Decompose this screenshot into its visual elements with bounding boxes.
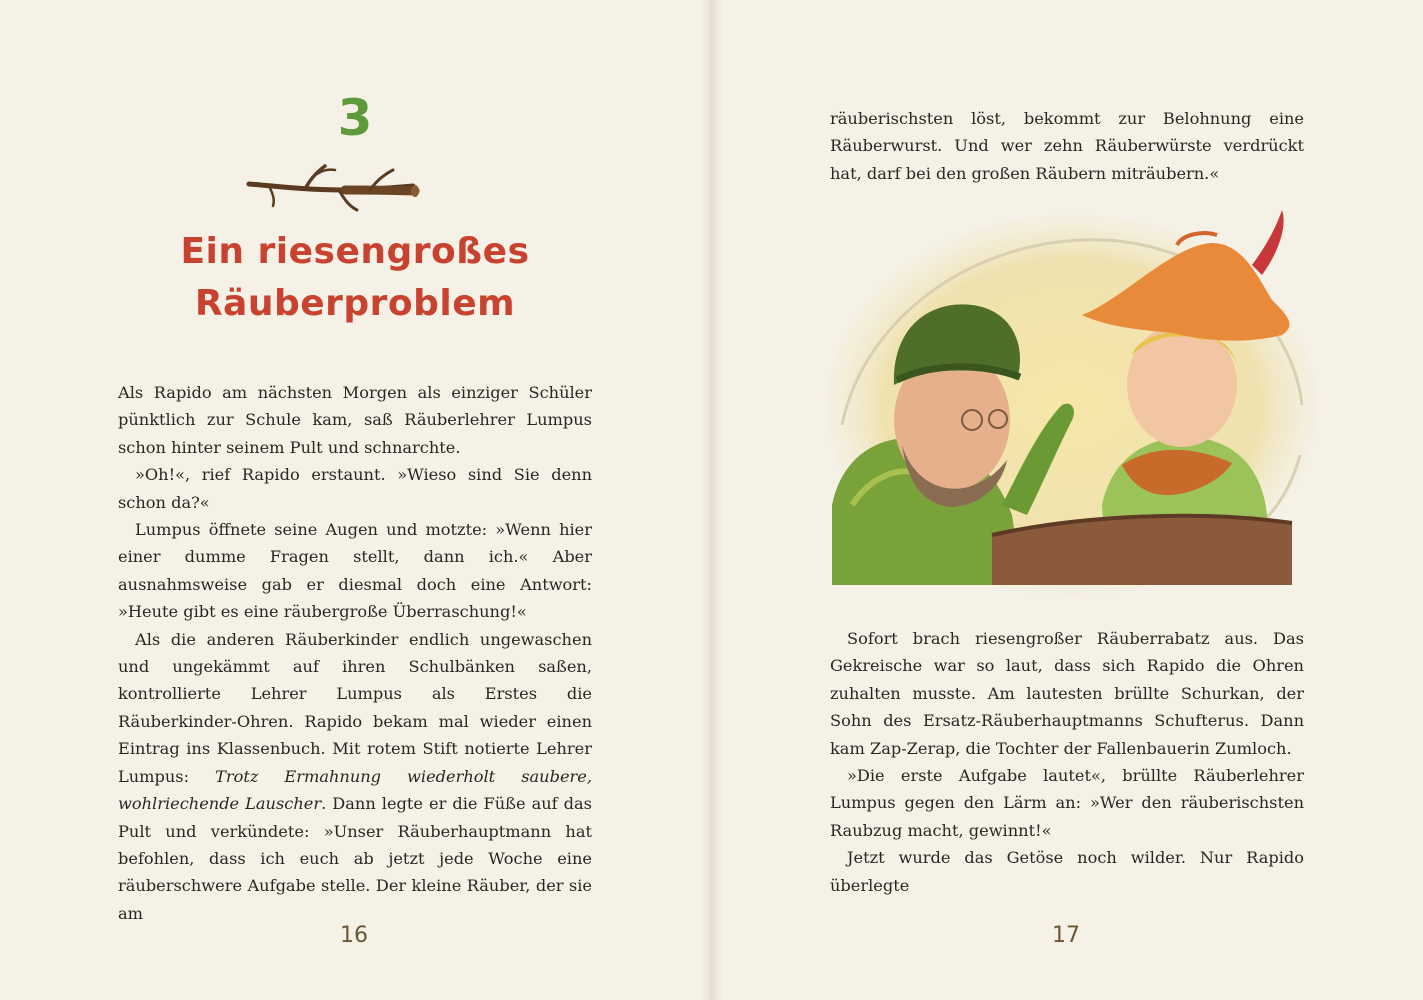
- left-page: [0, 0, 711, 1000]
- paragraph: Lumpus öffnete seine Augen und motzte: »Wenn hier einer dumme Fragen stellt, dann ich.« Aber ausnahmsweise gab er diesmal doch eine Antwort: »Heute gibt es eine räubergroße Überraschung!«: [118, 520, 592, 622]
- page-number-left: 16: [340, 923, 368, 948]
- italic-note: Trotz Ermahnung wiederholt saubere, wohlriechende Lauscher: [118, 766, 592, 814]
- stick-ornament-icon: [245, 160, 425, 212]
- paragraph-text: Als die anderen Räuberkinder endlich ungewaschen und ungekämmt auf ihren Schulbänken saßen, kontrollierte Lehrer Lumpus als Erstes die Räuberkinder-Ohren. Rapido bekam mal wieder einen Eintrag ins Klassenbuch. Mit rotem Stift notierte Lehrer Lumpus:: [118, 629, 592, 786]
- right-body-text: [830, 625, 1304, 899]
- chapter-number: 3: [337, 89, 373, 147]
- paragraph: Sofort brach riesengroßer Räuberrabatz aus. Das Gekreische war so laut, dass sich Rapido die Ohren zuhalten musste. Am lautesten brüllte Schurkan, der Sohn des Ersatz-Räuberhauptmanns Schufterus. Dann kam Zap-Zerap, die Tochter der Fallenbauerin Zumloch.: [830, 629, 1304, 758]
- page-number-right: 17: [1052, 923, 1080, 948]
- paragraph: Als Rapido am nächsten Morgen als einziger Schüler pünktlich zur Schule kam, saß Räuberlehrer Lumpus schon hinter seinem Pult und schnarchte.: [118, 383, 592, 457]
- paragraph-text-end: . Dann legte er die Füße auf das Pult und verkündete: »Unser Räuberhauptmann hat befohlen, dass ich euch ab jetzt jede Woche eine räuberschwere Aufgabe stelle. Der kleine Räuber, der sie am: [118, 794, 592, 923]
- paragraph: räuberischsten löst, bekommt zur Belohnung eine Räuberwurst. Und wer zehn Räuberwürste verdrückt hat, darf bei den großen Räubern miträubern.«: [830, 109, 1304, 183]
- right-top-text: [830, 105, 1304, 187]
- paragraph: Jetzt wurde das Getöse noch wilder. Nur Rapido überlegte: [830, 848, 1304, 895]
- paragraph: »Die erste Aufgabe lautet«, brüllte Räuberlehrer Lumpus gegen den Lärm an: »Wer den räuberischsten Raubzug macht, gewinnt!«: [830, 766, 1304, 840]
- chapter-title-line-1: Ein riesengroßes: [180, 231, 530, 272]
- robber-teacher-and-boy-illustration: [822, 205, 1316, 605]
- left-body-text: [118, 379, 592, 927]
- paragraph: »Oh!«, rief Rapido erstaunt. »Wieso sind Sie denn schon da?«: [118, 465, 592, 512]
- book-gutter: [700, 0, 724, 1000]
- chapter-title-line-2: Räuberproblem: [194, 283, 516, 324]
- chapter-title: [120, 226, 590, 330]
- paragraph: [118, 626, 592, 927]
